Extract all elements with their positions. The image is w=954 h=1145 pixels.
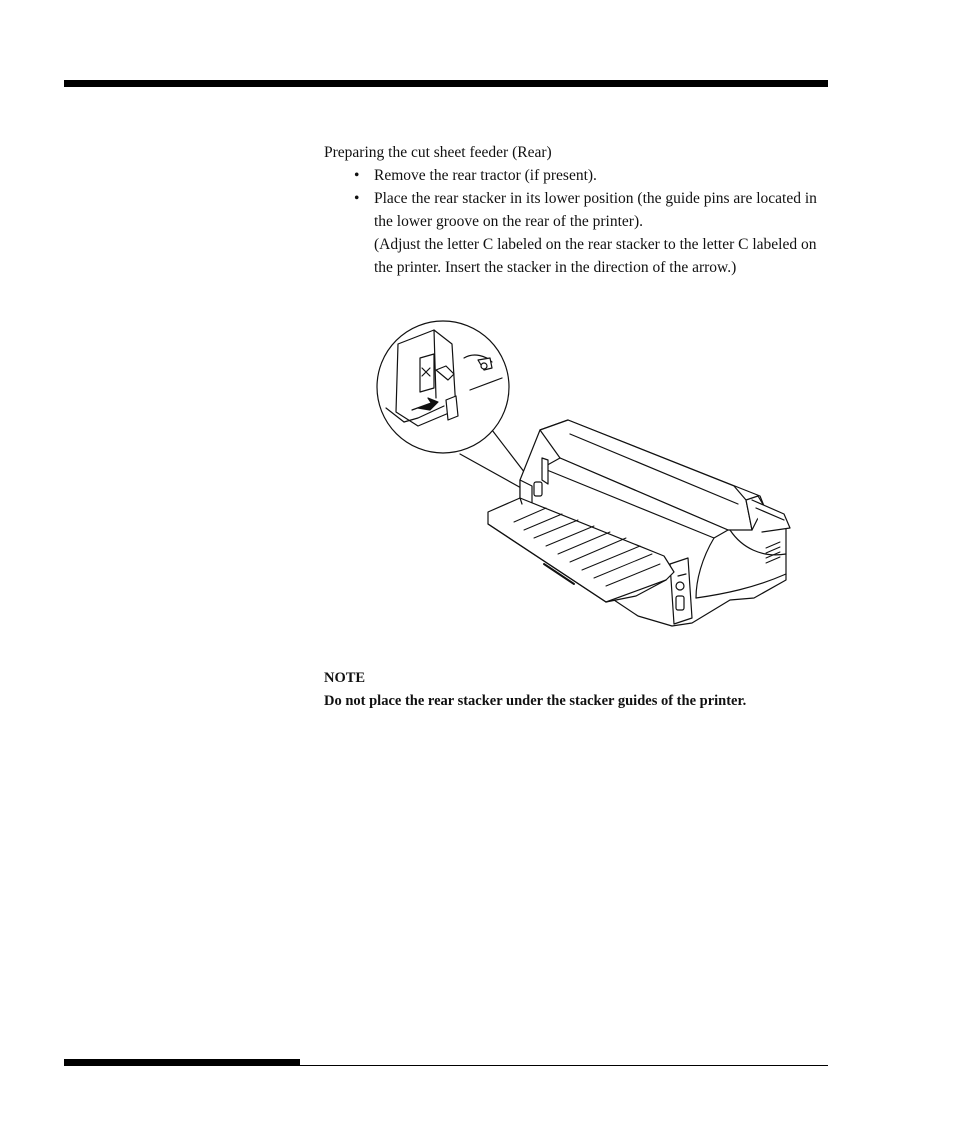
footer-rule-thick [64, 1059, 300, 1066]
main-content [324, 141, 824, 279]
section-intro: Preparing the cut sheet feeder (Rear) [324, 144, 552, 161]
list-item-text: Remove the rear tractor (if present). [374, 167, 597, 184]
bullet-icon: • [354, 190, 360, 207]
note-label: NOTE [324, 670, 366, 686]
bullet-icon: • [354, 167, 360, 184]
printer-stacker-illustration [374, 318, 798, 648]
list-item-continuation: (Adjust the letter C labeled on the rear stacker to the letter C labeled on the printer. Insert the stacker in the direction of the arrow.) [374, 236, 817, 276]
note-block [324, 667, 844, 713]
footer-rule-thin [300, 1065, 828, 1066]
header-rule [64, 80, 828, 87]
list-item-text: Place the rear stacker in its lower position (the guide pins are located in the lower groove on the rear of the printer). [374, 190, 817, 230]
note-text: Do not place the rear stacker under the stacker guides of the printer. [324, 693, 747, 709]
list-item [324, 187, 824, 279]
list-item [324, 164, 824, 187]
bullet-list [324, 164, 824, 279]
